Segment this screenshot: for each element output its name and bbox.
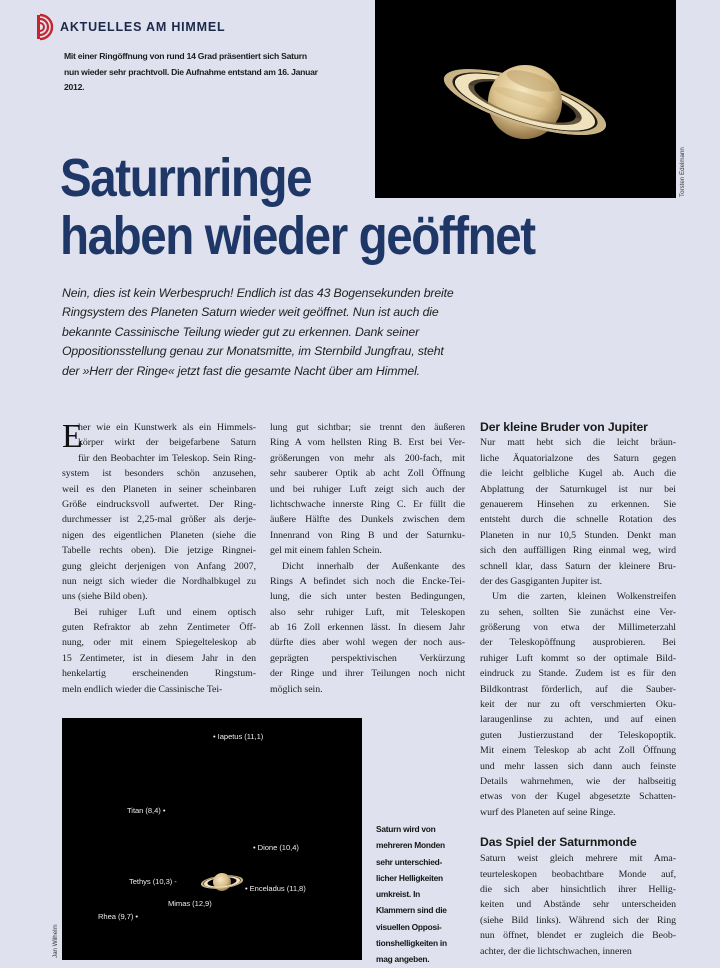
text-line: her wie ein Kunstwerk als ein Himmels- [78,422,256,433]
lead-line: bekannte Cassinische Teilung wieder gut zu erkennen. Dank seiner [62,324,420,339]
text-line: die sich aber hinsichtlich ihrer Hellig- [480,883,676,895]
text-line: körper wirkt der beigefarbene Saturn [78,437,256,449]
text-line: Planeten in nur 10,5 Stunden. Denkt man [480,529,676,541]
text-line: ab 16 Zoll erkennen lässt. In diesem Jahr [270,622,465,634]
text-line: henkelartig erscheinenden Ringstum- [62,668,256,680]
text-line: größerung von etwa der Millimeterzahl [480,622,676,634]
text-line: für den Beobachter im Teleskop. Sein Ring- [78,452,256,464]
text-line: nun neigt sich wieder die Nordhalbkugel zu [62,575,256,587]
text-line: lung gut sichtbar; sie trennt den äußeren [270,422,465,433]
text-line: Nur matt hebt sich die leicht bräun- [480,437,676,449]
moon-label-mimas: Mimas (12,9) [168,899,212,908]
text-line: sehr sauberer Optik ab acht Zoll Öffnung [270,468,465,480]
text-line: etwas von der Kugel abgesetzte Schatten- [480,791,676,803]
text-line: schnell klar, dass Saturn der kleinere Bru- [480,560,676,572]
text-line: wurf des Planeten auf seine Ringe. [480,806,616,818]
text-line: Tabelle rechts oben). Die jetzige Ringnei- [62,545,256,557]
text-line: (siehe Bild links). Während sich der Ring [480,914,676,926]
caption-line: 2012. [64,82,85,93]
paragraph [62,605,256,697]
text-line: geprägten perspektivischen Verkürzung [270,652,465,664]
lead-line: Nein, dies ist kein Werbespruch! Endlich ist das 43 Bogensekunden breite [62,286,454,300]
caption-line: mehreren Monden [376,840,445,851]
moon-label-dione: • Dione (10,4) [253,843,299,852]
lead-line: der »Herr der Ringe« jetzt fast die gesamte Nacht über am Himmel. [62,363,420,378]
caption-line: mag angeben. [376,954,430,965]
lead-line: Oppositionsstellung genau zur Monatsmitte, im Sternbild Jungfrau, steht [62,344,444,359]
headline [60,149,535,265]
text-line: Bildkontrast förderlich, auf die Sauber- [480,683,676,695]
text-line: weil es den Planeten in seiner scheinbaren [62,483,256,495]
text-line: genauerem Hinsehen zu erkennen. Sie [480,498,676,510]
text-line: der Teleskopöffnung ausprobieren. Bei [480,637,676,649]
text-line: und bei ruhiger Luft zeigt sich auch der [270,483,465,495]
lead-paragraph [62,284,512,381]
text-line: liche Äquatorialzone des Saturn gegen [480,452,676,464]
paragraph [480,851,676,959]
text-line: die leicht gelbliche Kugel ab. Auch die [480,468,676,480]
text-line: Saturn weist gleich mehrere mit Ama- [480,853,676,865]
photo-caption [64,49,369,96]
text-line: 15 Zentimeter, ist in diesem Jahr in den [62,652,256,664]
text-line: also sehr ruhiger Luft, mit Teleskopen [270,606,465,618]
lead-line: Ringsystem des Planeten Saturn wieder weit geöffnet. Nun ist auch die [62,305,439,320]
moons-image-credit: Jan Wilhelm [52,924,59,958]
text-line: der des Gasgiganten Jupiter ist. [480,575,603,587]
saturn-moons-image [62,718,362,960]
moons-caption [376,821,468,968]
text-line: lichtschwache innerste Ring C. Er füllt die [270,498,465,510]
text-line: durchmesser ist 2,25-mal größer als derje- [62,514,256,526]
text-line: nun öffnet, blendet er zugleich die Beob- [480,930,676,942]
text-line: meln endlich wieder die Cassinische Tei- [62,683,223,695]
text-line: möglich sein. [270,683,323,695]
paragraph [62,420,256,605]
moon-label-rhea: Rhea (9,7) • [98,912,139,921]
text-line: zu sehen, sollten Sie zunächst eine Ver- [480,606,676,618]
text-line: guten Refraktor ab zehn Zentimeter Öff- [62,622,256,634]
column-3 [480,420,676,960]
text-line: lung, die sich unter besten Bedingungen, [270,591,465,603]
text-line: laraugenlinse zu achten, und auf einen [480,714,676,726]
text-line: entsteht durch die schnelle Rotation des [480,514,676,526]
text-line: system ist besonders schön anzusehen, [62,468,256,480]
text-line: gel mit einem fahlen Schein. [270,545,382,557]
caption-line: tionshelligkeiten in [376,938,447,949]
column-heading: Der kleine Bruder von Jupiter [480,420,648,434]
column-heading: Das Spiel der Saturnmonde [480,835,637,850]
paragraph [270,559,465,698]
moon-label-iapetus: • Iapetus (11,1) [213,732,264,741]
text-line: Mit einem Teleskop ab acht Zoll Öffnung [480,745,676,757]
section-title: AKTUELLES AM HIMMEL [60,20,226,34]
text-line: gung gleicht derjenigen von Anfang 2007, [62,560,256,572]
text-line: Innenrand von Ring B und der Saturnku- [270,529,465,541]
text-line: Größe eindrucksvoll aufwertet. Der Ring- [62,498,256,510]
text-line: Ring A vom hellsten Ring B. Erst bei Ver- [270,437,465,449]
moon-label-enceladus: • Enceladus (11,8) [245,884,306,893]
paragraph [480,589,676,820]
text-line: größerungen von mehr als 200-fach, mit [270,452,465,464]
text-line: und mehr lassen sich dann auch feinste [480,760,676,772]
text-line: Um die zarten, kleinen Wolkenstreifen [492,591,676,603]
text-line: nung, oder mit einem Spiegelteleskop ab [62,637,256,649]
text-line: dürfte dies aber wohl wegen der noch aus- [270,637,465,649]
moon-label-tethys: Tethys (10,3) - [129,877,177,886]
caption-line: umkreist. In [376,889,421,900]
caption-line: visuellen Opposi- [376,921,442,932]
text-line: Dicht innerhalb der Außenkante des [282,560,465,572]
text-line: äußere Hälfte des Dunkels zwischen dem [270,514,465,526]
caption-line: Saturn wird von [376,824,436,834]
text-line: sich den auffälligen Ring einmal weg, wird [480,545,676,557]
text-line: ruhiger Luft kommt so der optimale Bild- [480,652,676,664]
text-line: keiten und Abstände sehr unterscheiden [480,899,676,911]
text-line: eindruck zu Stande. Zudem ist es für den [480,668,676,680]
text-line: teurteleskopen beobachtbare Monde auf, [480,868,676,880]
paragraph [270,420,465,559]
text-line: achter, der die lichtschwachen, inneren [480,945,632,957]
headline-line: Saturnringe [60,148,312,208]
caption-line: licher Helligkeiten [376,872,443,883]
text-line: Abplattung der Saturnkugel ist nur bei [480,483,676,495]
caption-line: Klammern sind die [376,905,447,916]
headline-line: haben wieder geöffnet [60,206,535,266]
caption-line: sehr unterschied- [376,856,443,867]
magazine-swirl-logo-icon [36,12,56,42]
drop-cap: E [62,420,83,455]
moon-label-titan: Titan (8,4) • [127,806,166,815]
paragraph [480,435,676,589]
text-line: guten Justierzustand der Teleskopoptik. [480,729,676,741]
caption-line: nun wieder sehr prachtvoll. Die Aufnahme entstand am 16. Januar [64,66,318,77]
text-line: uns (siehe Bild oben). [62,591,148,603]
text-line: der Ringe und ihrer Teilungen noch nicht [270,668,465,680]
text-line: Bei ruhiger Luft und einem optisch [74,606,256,618]
photo-credit: Torsten Edelmann [679,147,686,197]
text-line: keit der nur zu oft verschmierten Oku- [480,699,676,711]
caption-line: Mit einer Ringöffnung von rund 14 Grad präsentiert sich Saturn [64,51,307,61]
small-saturn [62,718,362,960]
text-line: Details wahrnehmen, wie der halbseitig [480,775,676,787]
text-line: nigen des eigentlichen Planeten (siehe die [62,529,256,541]
text-line: Rings A befindet sich noch die Encke-Tei- [270,575,465,587]
